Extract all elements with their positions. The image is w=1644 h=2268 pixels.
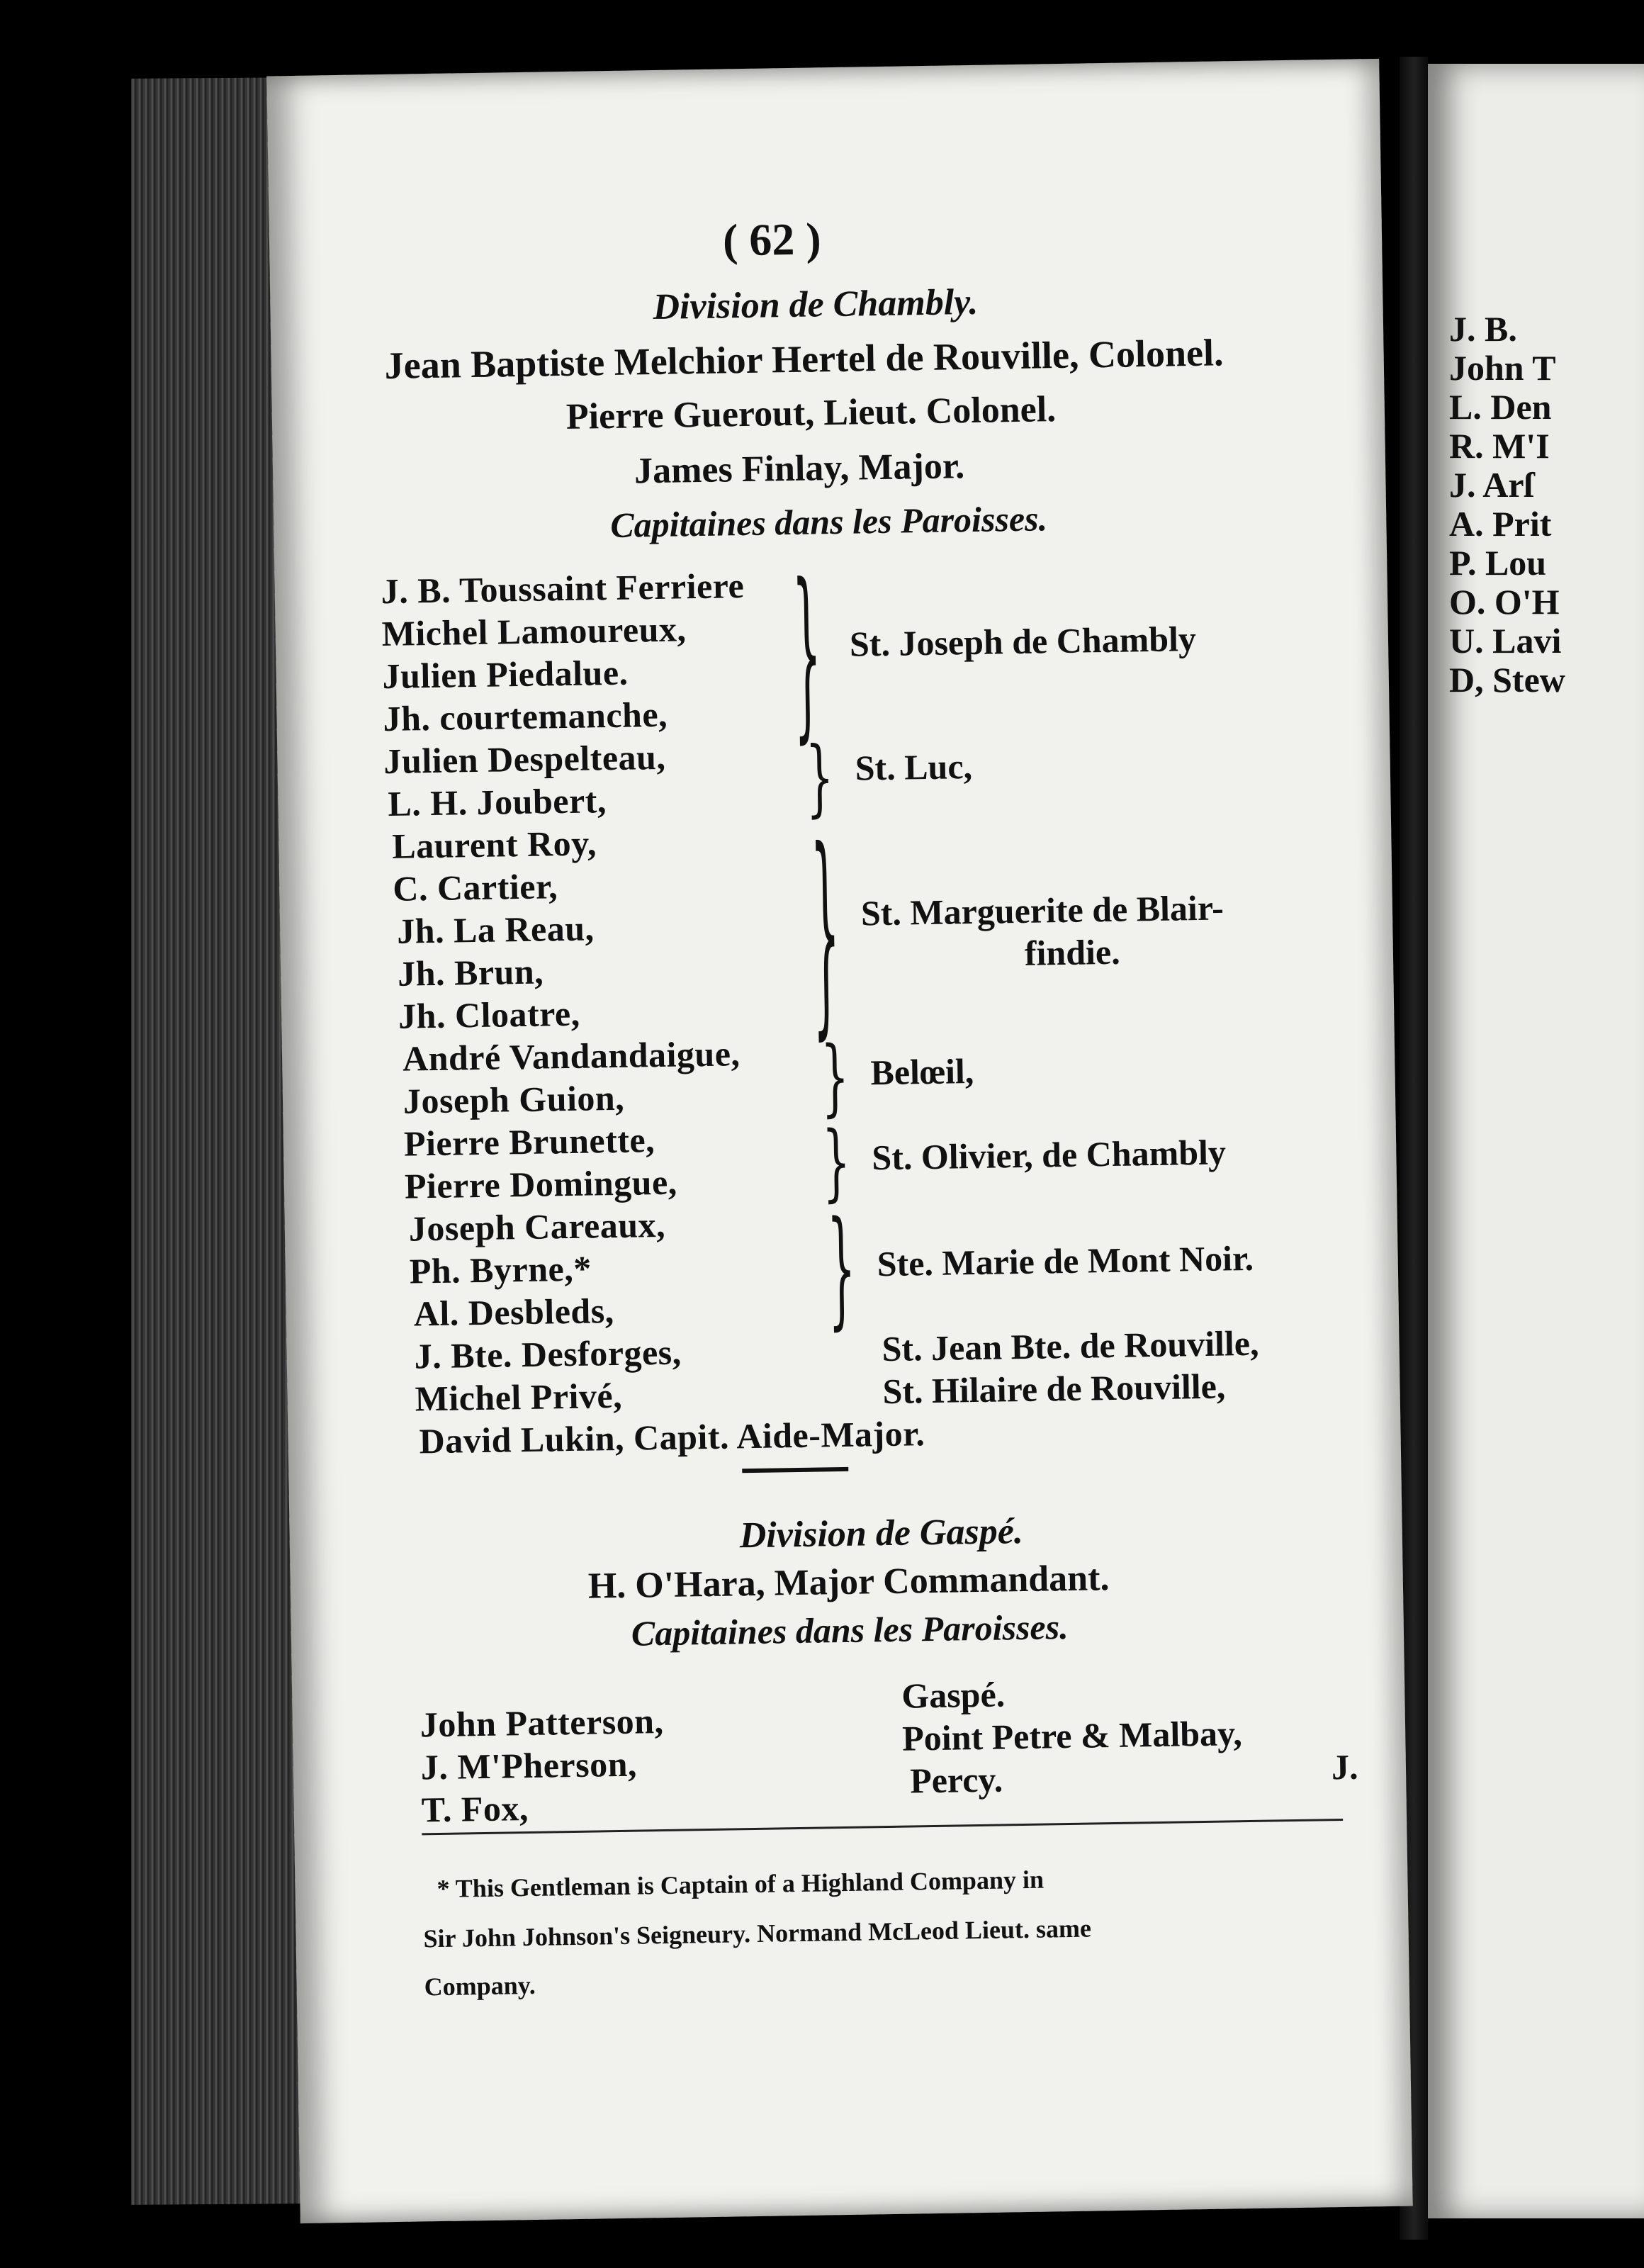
- footnote-line: * This Gentleman is Captain of a Highland Company in: [437, 1865, 1045, 1904]
- page-number: ( 62 ): [722, 213, 822, 266]
- officer-major: James Finlay, Major.: [634, 446, 965, 492]
- gaspe-parish-name: Percy.: [909, 1759, 1003, 1801]
- captain-name: L. H. Joubert,: [388, 780, 607, 824]
- aide-major: David Lukin, Capit. Aide-Major.: [419, 1413, 925, 1461]
- parish-name: St. Jean Bte. de Rouville,: [882, 1323, 1259, 1369]
- gaspe-division-heading: Division de Gaspé.: [739, 1511, 1024, 1556]
- chambly-division-heading: Division de Chambly.: [653, 281, 979, 327]
- right-page-fragment: [1428, 64, 1644, 2218]
- captain-name: Julien Despelteau,: [383, 736, 666, 782]
- captain-name: C. Cartier,: [392, 866, 558, 909]
- brace-marguerite: }: [809, 800, 842, 1060]
- right-page-line: L. Den: [1449, 387, 1552, 427]
- captain-name: André Vandandaigue,: [402, 1033, 741, 1079]
- parish-name: Ste. Marie de Mont Noir.: [877, 1237, 1254, 1284]
- gaspe-captain-name: John Patterson,: [420, 1701, 664, 1745]
- right-page-line: D, Stew: [1449, 660, 1565, 700]
- catchword: J.: [1331, 1746, 1358, 1787]
- captain-name: Pierre Brunette,: [403, 1120, 655, 1164]
- brace-joseph: }: [791, 542, 823, 761]
- captain-name: Joseph Guion,: [402, 1077, 625, 1121]
- captain-name: Jh. Cloatre,: [398, 993, 581, 1036]
- right-page-line: P. Lou: [1449, 543, 1547, 583]
- parish-name: findie.: [1024, 931, 1121, 973]
- brace-luc: }: [804, 727, 835, 827]
- captain-name: J. B. Toussaint Ferriere: [381, 566, 745, 612]
- captain-name: Pierre Domingue,: [404, 1162, 678, 1206]
- captain-name: Laurent Roy,: [391, 823, 597, 866]
- right-page-line: J. Arſ: [1449, 465, 1534, 505]
- left-page: [266, 59, 1412, 2223]
- officer-lieut-colonel: Pierre Guerout, Lieut. Colonel.: [565, 389, 1057, 437]
- right-page-line: John T: [1449, 348, 1556, 388]
- right-page-line: A. Prit: [1449, 504, 1552, 544]
- parish-name: St. Hilaire de Rouville,: [882, 1366, 1226, 1412]
- parish-name: Belœil,: [870, 1051, 974, 1093]
- gaspe-parish-name: Gaspé.: [901, 1674, 1006, 1716]
- captain-name: J. Bte. Desforges,: [414, 1332, 682, 1376]
- parish-name: St. Luc,: [855, 746, 973, 788]
- footnote-line: Company.: [424, 1970, 536, 2002]
- captain-name: Joseph Careaux,: [408, 1204, 666, 1249]
- right-page-line: J. B.: [1449, 309, 1517, 349]
- gaspe-captains-heading: Capitaines dans les Paroisses.: [631, 1607, 1069, 1654]
- chambly-captains-heading: Capitaines dans les Paroisses.: [609, 498, 1048, 545]
- gaspe-parish-name: Point Petre & Malbay,: [901, 1713, 1243, 1758]
- brace-olivier: }: [821, 1112, 851, 1211]
- officer-colonel: Jean Baptiste Melchior Hertel de Rouville, Colonel.: [384, 331, 1224, 387]
- parish-name: St. Marguerite de Blair-: [860, 887, 1224, 933]
- captain-name: Jh. Brun,: [397, 951, 544, 994]
- right-page-line: U. Lavi: [1449, 621, 1562, 661]
- footnote-line: Sir John Johnson's Seigneury. Normand McLeod Lieut. same: [423, 1914, 1092, 1953]
- captain-name: Jh. courtemanche,: [383, 694, 668, 739]
- parish-name: St. Joseph de Chambly: [849, 619, 1197, 664]
- captain-name: Julien Piedalue.: [382, 652, 629, 697]
- brace-beloeil: }: [820, 1027, 850, 1126]
- captain-name: Michel Lamoureux,: [381, 609, 687, 654]
- brace-marie: }: [826, 1192, 857, 1343]
- section-rule: [742, 1467, 848, 1473]
- gaspe-captain-name: T. Fox,: [421, 1788, 529, 1830]
- captain-name: Ph. Byrne,*: [409, 1248, 592, 1291]
- gaspe-commandant: H. O'Hara, Major Commandant.: [587, 1558, 1110, 1607]
- footnote-rule: [422, 1819, 1343, 1835]
- gaspe-captain-name: J. M'Pherson,: [420, 1744, 638, 1787]
- captain-name: Michel Privé,: [415, 1375, 623, 1419]
- right-page-line: R. M'I: [1449, 426, 1550, 466]
- right-page-line: O. O'H: [1449, 582, 1560, 622]
- captain-name: Jh. La Reau,: [396, 908, 595, 951]
- captain-name: Al. Desbleds,: [413, 1291, 615, 1334]
- parish-name: St. Olivier, de Chambly: [871, 1132, 1227, 1178]
